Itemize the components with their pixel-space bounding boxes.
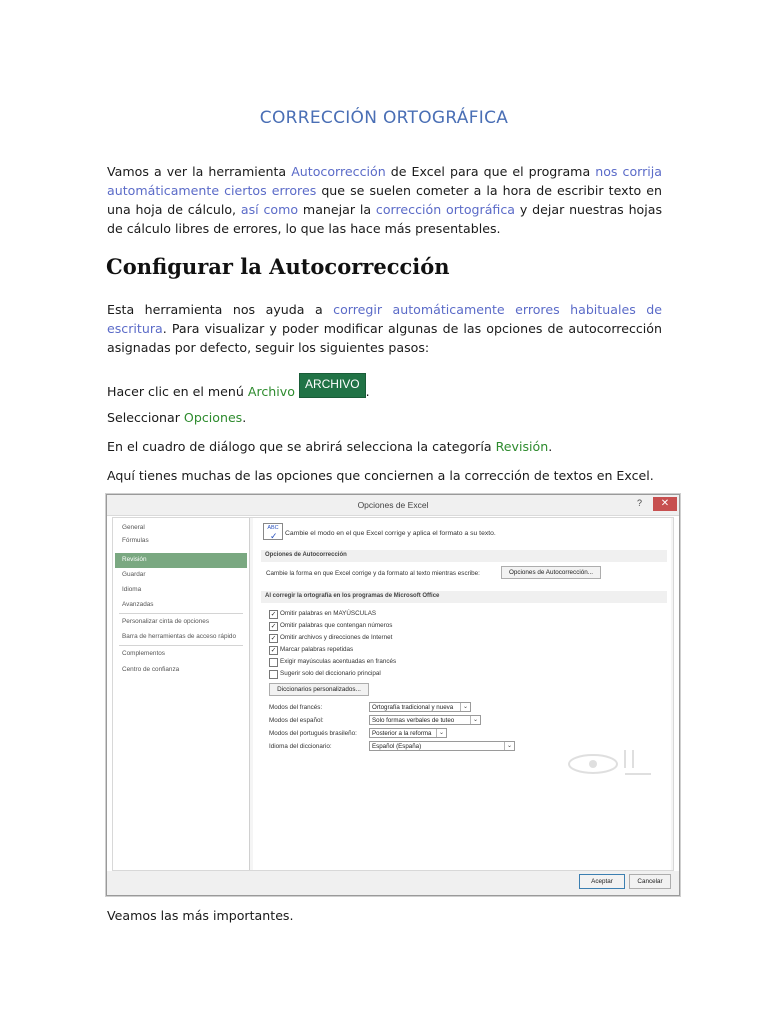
autocorreccion-link[interactable]: Autocorrección (291, 164, 386, 179)
dialog-titlebar (107, 495, 679, 516)
dialog-sidebar (113, 518, 250, 870)
sidebar-item-general[interactable]: General (122, 524, 145, 531)
step-archivo-text: Hacer clic en el menú (107, 384, 248, 399)
chevron-down-icon: ⌄ (470, 716, 480, 724)
sidebar-item-complementos[interactable]: Complementos (122, 650, 165, 657)
aulaclic-watermark-icon (563, 744, 663, 780)
step-revision (107, 439, 552, 454)
custom-dictionaries-button[interactable]: Diccionarios personalizados... (269, 683, 369, 696)
asi-como-link[interactable]: así como (240, 202, 299, 217)
section-title: Al corregir la ortografía en los programas de Microsoft Office (265, 593, 440, 599)
checkmark-icon: ✓ (270, 531, 278, 541)
checkbox-internet[interactable]: ✓ (270, 635, 277, 642)
panel-intro: Cambie el modo en el que Excel corrige y aplica el formato a su texto. (285, 530, 496, 537)
checkbox-label: Omitir palabras que contengan números (280, 622, 393, 629)
correccion-ortografica-link[interactable]: corrección ortográfica (375, 202, 516, 217)
opciones-name: Opciones (183, 410, 243, 425)
french-mode-select[interactable] (369, 702, 471, 712)
dialog-body (112, 517, 674, 871)
checkbox-label: Omitir palabras en MAYÚSCULAS (280, 610, 377, 617)
checkbox-label: Exigir mayúsculas acentuadas en francés (280, 658, 397, 665)
step-archivo-end: . (365, 384, 370, 399)
autocorrect-label: Cambie la forma en que Excel corrige y da formato al texto mientras escribe: (266, 570, 480, 577)
step-opciones-end: . (242, 410, 247, 425)
autocorrect-options-button[interactable]: Opciones de Autocorrección... (501, 566, 601, 579)
section-header-spelling (261, 591, 667, 603)
dialog-title: Opciones de Excel (357, 500, 429, 510)
tool-text-2: . Para visualizar y poder modificar algunas de las opciones de autocorrección asignadas por defecto, seguir los siguientes pasos: (107, 321, 662, 355)
closing-text: Veamos las más importantes. (107, 908, 294, 923)
excel-options-dialog (106, 494, 680, 896)
step-opciones-text: Seleccionar (107, 410, 184, 425)
step-revision-text: En el cuadro de diálogo que se abrirá selecciona la categoría (107, 439, 496, 454)
mode-label: Modos del portugués brasileño: (269, 730, 357, 737)
spanish-mode-select[interactable] (369, 715, 481, 725)
mode-label: Idioma del diccionario: (269, 743, 332, 750)
close-icon[interactable]: ✕ (653, 497, 677, 511)
intro-text-3: que se suelen cometer a la hora de escribir texto en una hoja de cálculo, (107, 183, 662, 217)
sidebar-item-barra-acceso[interactable]: Barra de herramientas de acceso rápido (122, 633, 237, 640)
archivo-button-image: ARCHIVO (299, 373, 366, 398)
select-value: Solo formas verbales de tuteo (372, 717, 455, 724)
mode-label: Modos del español: (269, 717, 324, 724)
select-value: Ortografía tradicional y nueva (372, 704, 454, 711)
dictionary-language-select[interactable] (369, 741, 515, 751)
nos-corrija-link[interactable]: nos corrija automáticamente ciertos errores (107, 164, 662, 198)
chevron-down-icon: ⌄ (460, 703, 470, 711)
step-revision-end: . (548, 439, 553, 454)
checkbox-mayusculas[interactable]: ✓ (270, 611, 277, 618)
cancel-button[interactable]: Cancelar (629, 874, 671, 889)
section-heading: Configurar la Autocorrección (106, 254, 450, 279)
intro-text-1: Vamos a ver la herramienta (107, 164, 292, 179)
select-value: Español (España) (372, 743, 422, 750)
step-archivo (107, 377, 370, 406)
portuguese-mode-select[interactable] (369, 728, 447, 738)
sidebar-item-cinta[interactable]: Personalizar cinta de opciones (122, 618, 210, 625)
options-caption: Aquí tienes muchas de las opciones que conciernen a la corrección de textos en Excel. (107, 468, 654, 483)
dialog-main-panel (253, 518, 671, 870)
sidebar-item-revision[interactable]: Revisión (122, 556, 147, 563)
accept-button[interactable]: Aceptar (579, 874, 625, 889)
tool-paragraph (107, 300, 662, 357)
sidebar-item-avanzadas[interactable]: Avanzadas (122, 601, 154, 608)
checkbox-frances[interactable] (269, 658, 278, 667)
intro-text-4: manejar la (298, 202, 376, 217)
chevron-down-icon: ⌄ (504, 742, 514, 750)
sidebar-item-guardar[interactable]: Guardar (122, 571, 146, 578)
step-opciones (107, 410, 246, 425)
chevron-down-icon: ⌄ (436, 729, 446, 737)
checkbox-diccionario[interactable] (269, 670, 278, 679)
checkbox-label: Sugerir solo del diccionario principal (280, 670, 381, 677)
intro-text-2: de Excel para que el programa (385, 164, 596, 179)
intro-paragraph (107, 162, 662, 238)
select-value: Posterior a la reforma (372, 730, 432, 737)
mode-label: Modos del francés: (269, 704, 323, 711)
tool-text-1: Esta herramienta nos ayuda a (107, 302, 334, 317)
checkbox-label: Omitir archivos y direcciones de Internet (280, 634, 393, 641)
sidebar-item-formulas[interactable]: Fórmulas (122, 537, 149, 544)
sidebar-divider (119, 645, 243, 646)
checkbox-numeros[interactable]: ✓ (270, 623, 277, 630)
section-title: Opciones de Autocorrección (265, 552, 347, 558)
corregir-errores-link[interactable]: corregir automáticamente errores habituales de escritura (107, 302, 662, 336)
checkbox-repetidas[interactable]: ✓ (270, 647, 277, 654)
sidebar-divider (119, 613, 243, 614)
dialog-footer (107, 871, 679, 895)
section-header-autocorrect (261, 550, 667, 562)
sidebar-item-confianza[interactable]: Centro de confianza (122, 666, 180, 673)
checkbox-label: Marcar palabras repetidas (280, 646, 354, 653)
spelling-abc-icon: ABC (263, 523, 283, 540)
page-title: CORRECCIÓN ORTOGRÁFICA (259, 108, 509, 128)
sidebar-item-idioma[interactable]: Idioma (122, 586, 142, 593)
intro-text-5: y dejar nuestras hojas de cálculo libres de errores, lo que las hace más presentables. (107, 202, 663, 236)
revision-name: Revisión (495, 439, 549, 454)
help-icon[interactable]: ? (637, 498, 643, 508)
archivo-menu-name: Archivo (247, 384, 295, 399)
